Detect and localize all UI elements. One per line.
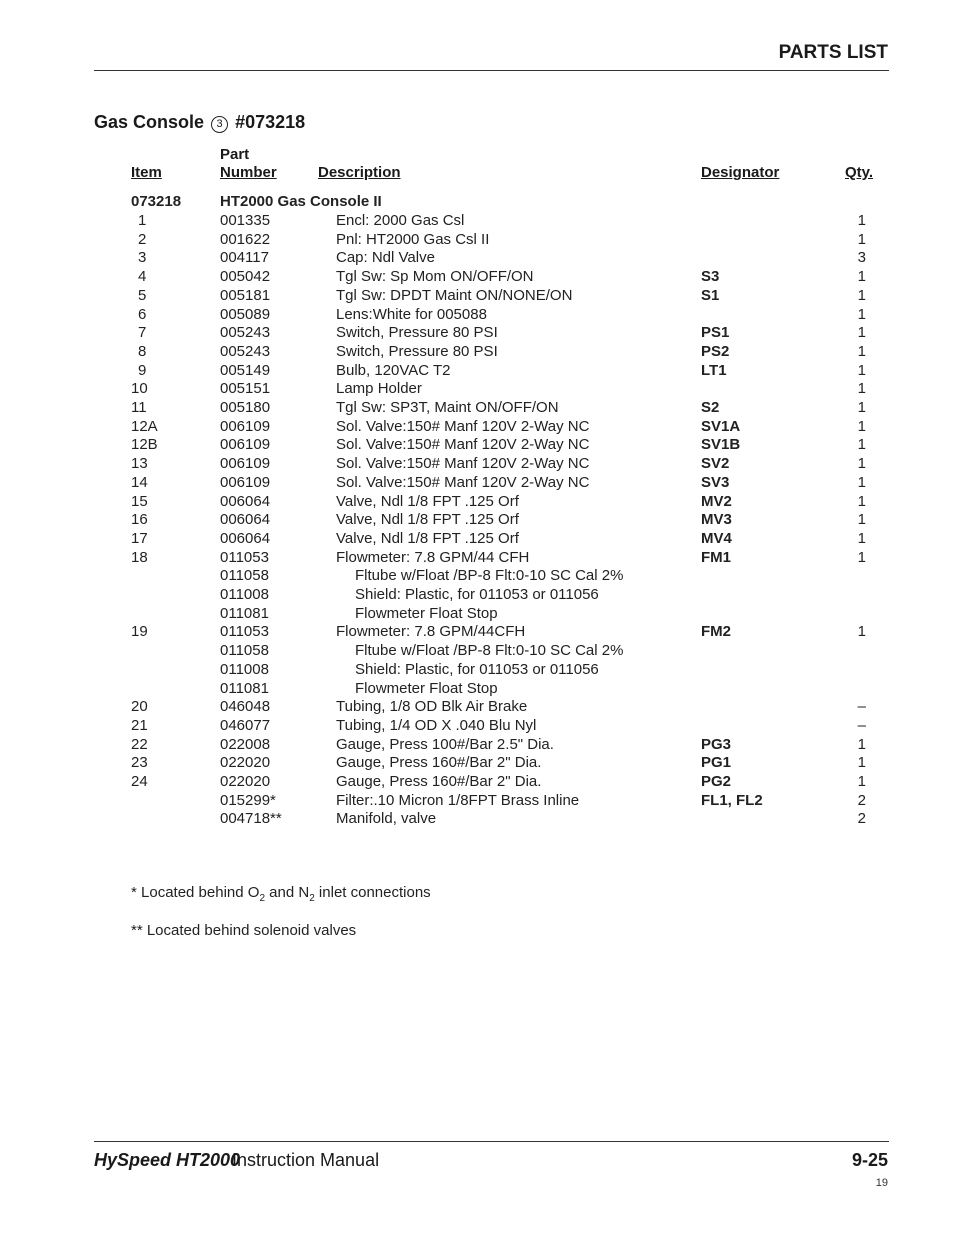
row-part-number: 022008 bbox=[220, 735, 271, 753]
row-part-number: 001335 bbox=[220, 212, 271, 229]
row-description: Tgl Sw: Sp Mom ON/OFF/ON bbox=[336, 268, 534, 286]
table-row bbox=[0, 697, 954, 716]
row-description: Fltube w/Float /BP-8 Flt:0-10 SC Cal 2% bbox=[355, 642, 624, 660]
row-designator: PG3 bbox=[701, 735, 732, 753]
row-item: 9 bbox=[138, 361, 147, 379]
row-part-number: 011008 bbox=[220, 586, 269, 603]
footer-manual-name: Instruction Manual bbox=[232, 1150, 380, 1170]
row-part-number: 011058 bbox=[220, 567, 269, 585]
row-description: Bulb, 120VAC T2 bbox=[336, 361, 451, 379]
table-row bbox=[0, 753, 954, 772]
row-item: 11 bbox=[131, 399, 147, 416]
row-description: Sol. Valve:150# Manf 120V 2-Way NC bbox=[336, 473, 590, 491]
row-qty: 1 bbox=[857, 623, 866, 641]
row-description: Shield: Plastic, for 011053 or 011056 bbox=[355, 586, 599, 603]
row-designator: S2 bbox=[701, 399, 720, 416]
col-head-item: Item bbox=[131, 164, 162, 181]
row-qty: 1 bbox=[857, 436, 866, 454]
footnote-1-a: * Located behind O bbox=[131, 884, 260, 901]
row-designator: FM2 bbox=[701, 623, 731, 641]
row-qty: 1 bbox=[857, 342, 866, 360]
table-row bbox=[0, 361, 954, 380]
row-description: Valve, Ndl 1/8 FPT .125 Orf bbox=[336, 529, 519, 547]
row-item: 20 bbox=[131, 698, 148, 716]
row-part-number: 004117 bbox=[220, 249, 269, 267]
table-row bbox=[0, 529, 954, 548]
row-item: 13 bbox=[131, 455, 148, 473]
row-item: 21 bbox=[131, 716, 148, 734]
row-part-number: 001622 bbox=[220, 230, 271, 248]
row-description: Tubing, 1/4 OD X .040 Blu Nyl bbox=[336, 716, 537, 734]
row-designator: PS1 bbox=[701, 324, 730, 342]
row-designator: SV2 bbox=[701, 455, 730, 473]
row-part-number: 011081 bbox=[220, 604, 269, 622]
footnote-1-sub-1: 2 bbox=[259, 893, 265, 904]
row-part-number: 004718** bbox=[220, 810, 282, 828]
row-qty: 1 bbox=[857, 305, 866, 323]
row-item: 5 bbox=[138, 286, 147, 304]
row-qty: 1 bbox=[857, 735, 866, 753]
row-description: Manifold, valve bbox=[336, 810, 437, 828]
row-designator: MV3 bbox=[701, 511, 732, 529]
table-row bbox=[0, 230, 954, 249]
page-number-small: 19 bbox=[875, 1177, 888, 1189]
col-head-part-number: Number bbox=[220, 164, 277, 181]
table-row bbox=[0, 604, 954, 623]
row-item: 12B bbox=[131, 436, 158, 454]
table-row bbox=[0, 379, 954, 398]
table-row bbox=[0, 323, 954, 342]
row-part-number: 006109 bbox=[220, 417, 271, 435]
footer-brand: HySpeed HT2000 bbox=[94, 1150, 241, 1170]
row-item: 24 bbox=[131, 773, 148, 790]
row-qty: 3 bbox=[857, 249, 866, 267]
col-head-designator: Designator bbox=[701, 164, 780, 181]
col-head-part-top: Part bbox=[220, 146, 250, 163]
row-qty: 1 bbox=[857, 492, 866, 510]
section-title-post: #073218 bbox=[235, 112, 306, 132]
row-item: 12A bbox=[131, 417, 158, 435]
row-qty: 1 bbox=[857, 361, 866, 379]
row-item: 14 bbox=[131, 473, 148, 491]
row-designator: PG2 bbox=[701, 773, 732, 790]
section-header-title: PARTS LIST bbox=[778, 42, 888, 63]
row-qty: 2 bbox=[857, 791, 866, 809]
row-designator: MV4 bbox=[701, 529, 732, 547]
table-row bbox=[0, 548, 954, 567]
footer-rule bbox=[94, 1141, 889, 1142]
table-row bbox=[0, 492, 954, 511]
row-qty: 1 bbox=[857, 380, 866, 398]
row-description: Gauge, Press 160#/Bar 2" Dia. bbox=[336, 773, 542, 790]
table-row bbox=[0, 248, 954, 267]
row-part-number: 011053 bbox=[220, 548, 269, 566]
table-row bbox=[0, 679, 954, 698]
row-qty: 1 bbox=[857, 399, 866, 416]
row-part-number: 006064 bbox=[220, 492, 271, 510]
row-qty: 1 bbox=[857, 773, 866, 790]
row-part-number: 005243 bbox=[220, 342, 271, 360]
row-qty: 1 bbox=[857, 268, 866, 286]
row-description: Tgl Sw: SP3T, Maint ON/OFF/ON bbox=[336, 399, 559, 416]
table-row bbox=[0, 417, 954, 436]
table-row bbox=[0, 305, 954, 324]
table-row bbox=[0, 622, 954, 641]
row-description: Switch, Pressure 80 PSI bbox=[336, 324, 498, 342]
row-part-number: 006064 bbox=[220, 529, 271, 547]
row-description: Gauge, Press 100#/Bar 2.5" Dia. bbox=[336, 735, 554, 753]
table-row bbox=[0, 435, 954, 454]
table-row bbox=[0, 772, 954, 791]
circled-number: 3 bbox=[211, 116, 228, 133]
col-head-qty: Qty. bbox=[845, 164, 874, 181]
row-designator: LT1 bbox=[701, 361, 727, 379]
row-part-number: 022020 bbox=[220, 754, 271, 772]
footnote-1-c: inlet connections bbox=[314, 884, 431, 901]
table-row bbox=[0, 473, 954, 492]
row-item: 19 bbox=[131, 623, 148, 641]
row-part-number: 005149 bbox=[220, 361, 271, 379]
table-row bbox=[0, 267, 954, 286]
table-row bbox=[0, 398, 954, 417]
row-item: 4 bbox=[138, 268, 147, 286]
row-qty: 1 bbox=[857, 548, 866, 566]
row-description: Flowmeter Float Stop bbox=[355, 604, 498, 622]
table-row bbox=[0, 585, 954, 604]
row-designator: MV2 bbox=[701, 492, 732, 510]
row-designator: S3 bbox=[701, 268, 720, 286]
row-part-number: 011008 bbox=[220, 660, 269, 678]
table-row bbox=[0, 716, 954, 735]
row-description: Shield: Plastic, for 011053 or 011056 bbox=[355, 660, 599, 678]
row-description: Lamp Holder bbox=[336, 380, 422, 398]
row-part-number: 022020 bbox=[220, 773, 271, 790]
row-part-number: 005089 bbox=[220, 305, 271, 323]
row-description: Filter:.10 Micron 1/8FPT Brass Inline bbox=[336, 791, 580, 809]
row-designator: FL1, FL2 bbox=[701, 791, 763, 809]
assembly-description: HT2000 Gas Console II bbox=[220, 193, 382, 210]
row-part-number: 006064 bbox=[220, 511, 271, 529]
table-row bbox=[0, 809, 954, 828]
row-part-number: 006109 bbox=[220, 473, 271, 491]
row-designator: SV1B bbox=[701, 436, 741, 454]
row-item: 1 bbox=[138, 212, 147, 229]
table-row bbox=[0, 342, 954, 361]
table-row bbox=[0, 641, 954, 660]
row-description: Sol. Valve:150# Manf 120V 2-Way NC bbox=[336, 455, 590, 473]
row-item: 7 bbox=[138, 324, 147, 342]
row-qty: 1 bbox=[857, 417, 866, 435]
row-designator: FM1 bbox=[701, 548, 731, 566]
row-item: 10 bbox=[131, 380, 148, 398]
row-item: 18 bbox=[131, 548, 148, 566]
row-part-number: 005042 bbox=[220, 268, 271, 286]
row-description: Lens:White for 005088 bbox=[336, 305, 487, 323]
section-title-pre: Gas Console bbox=[94, 112, 205, 132]
row-qty: 1 bbox=[857, 230, 866, 248]
row-description: Fltube w/Float /BP-8 Flt:0-10 SC Cal 2% bbox=[355, 567, 624, 585]
table-row bbox=[0, 566, 954, 585]
row-part-number: 006109 bbox=[220, 455, 271, 473]
row-part-number: 005151 bbox=[220, 380, 271, 398]
row-description: Switch, Pressure 80 PSI bbox=[336, 342, 498, 360]
row-description: Flowmeter: 7.8 GPM/44CFH bbox=[336, 623, 526, 641]
row-designator: SV1A bbox=[701, 417, 741, 435]
footnote-1-sub-2: 2 bbox=[309, 893, 315, 904]
row-designator: SV3 bbox=[701, 473, 730, 491]
row-item: 6 bbox=[138, 305, 147, 323]
row-description: Gauge, Press 160#/Bar 2" Dia. bbox=[336, 754, 542, 772]
table-row bbox=[0, 454, 954, 473]
row-description: Flowmeter Float Stop bbox=[355, 679, 498, 697]
table-row bbox=[0, 660, 954, 679]
row-item: 17 bbox=[131, 529, 148, 547]
row-item: 15 bbox=[131, 492, 148, 510]
row-part-number: 006109 bbox=[220, 436, 271, 454]
row-part-number: 011058 bbox=[220, 642, 269, 660]
row-qty: 1 bbox=[857, 455, 866, 473]
row-item: 8 bbox=[138, 342, 147, 360]
row-part-number: 046077 bbox=[220, 716, 271, 734]
page-number: 9-25 bbox=[851, 1150, 888, 1170]
row-part-number: 005243 bbox=[220, 324, 271, 342]
row-part-number: 005180 bbox=[220, 399, 271, 416]
row-qty: 1 bbox=[857, 473, 866, 491]
row-part-number: 046048 bbox=[220, 698, 271, 716]
row-qty: 1 bbox=[857, 529, 866, 547]
row-designator: PS2 bbox=[701, 342, 730, 360]
row-qty: 1 bbox=[857, 754, 866, 772]
row-part-number: 011081 bbox=[220, 679, 269, 697]
row-part-number: 015299* bbox=[220, 791, 276, 809]
row-description: Encl: 2000 Gas Csl bbox=[336, 212, 465, 229]
table-row bbox=[0, 211, 954, 230]
row-qty: 2 bbox=[857, 810, 866, 828]
row-qty: 1 bbox=[857, 324, 866, 342]
row-item: 22 bbox=[131, 735, 148, 753]
row-description: Valve, Ndl 1/8 FPT .125 Orf bbox=[336, 492, 519, 510]
row-part-number: 011053 bbox=[220, 623, 269, 641]
table-row bbox=[0, 791, 954, 810]
row-description: Tgl Sw: DPDT Maint ON/NONE/ON bbox=[336, 286, 573, 304]
assembly-row bbox=[0, 192, 954, 211]
row-description: Sol. Valve:150# Manf 120V 2-Way NC bbox=[336, 417, 590, 435]
row-part-number: 005181 bbox=[220, 286, 271, 304]
row-description: Sol. Valve:150# Manf 120V 2-Way NC bbox=[336, 436, 590, 454]
table-row bbox=[0, 735, 954, 754]
row-description: Tubing, 1/8 OD Blk Air Brake bbox=[336, 698, 528, 716]
row-description: Flowmeter: 7.8 GPM/44 CFH bbox=[336, 548, 530, 566]
footnote-1 bbox=[131, 884, 431, 904]
header-rule bbox=[94, 70, 889, 71]
col-head-description: Description bbox=[318, 164, 401, 181]
row-qty: – bbox=[857, 716, 866, 734]
row-designator: S1 bbox=[701, 286, 720, 304]
row-qty: 1 bbox=[857, 286, 866, 304]
row-item: 23 bbox=[131, 754, 148, 772]
row-item: 2 bbox=[138, 230, 147, 248]
section-title bbox=[94, 112, 305, 133]
footnote-1-b: and N bbox=[265, 884, 310, 901]
row-description: Valve, Ndl 1/8 FPT .125 Orf bbox=[336, 511, 519, 529]
table-row bbox=[0, 286, 954, 305]
row-item: 3 bbox=[138, 249, 147, 267]
row-description: Pnl: HT2000 Gas Csl II bbox=[336, 230, 490, 248]
footnote-2: ** Located behind solenoid valves bbox=[131, 922, 357, 939]
row-qty: 1 bbox=[857, 212, 866, 229]
row-qty: – bbox=[857, 698, 866, 716]
table-row bbox=[0, 510, 954, 529]
row-qty: 1 bbox=[857, 511, 866, 529]
assembly-item: 073218 bbox=[131, 193, 182, 210]
row-description: Cap: Ndl Valve bbox=[336, 249, 435, 267]
row-item: 16 bbox=[131, 511, 148, 529]
row-designator: PG1 bbox=[701, 754, 732, 772]
